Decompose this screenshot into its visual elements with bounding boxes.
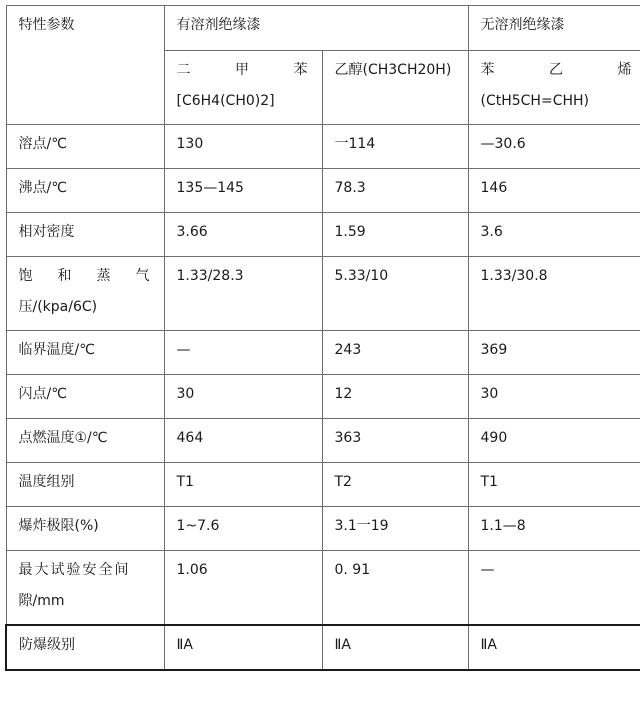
value-cell: 464 xyxy=(164,419,322,463)
header-xylene-char: 二 xyxy=(176,62,191,78)
value-cell: 3.66 xyxy=(164,213,322,257)
value-cell: ⅡA xyxy=(164,625,322,670)
param-cell: 防爆级别 xyxy=(6,625,164,670)
param-cell: 点燃温度①/℃ xyxy=(6,419,164,463)
value-cell: ⅡA xyxy=(322,625,468,670)
param-mesg-line2: 隙/mm xyxy=(18,593,65,609)
param-mesg-line1: 最大试验安全间 xyxy=(18,562,131,578)
param-char: 蒸 xyxy=(96,268,111,284)
value-cell: 30 xyxy=(164,375,322,419)
value-cell: T1 xyxy=(468,463,640,507)
header-xylene-name xyxy=(177,55,318,86)
value-cell: 243 xyxy=(322,331,468,375)
value-cell: 135—145 xyxy=(164,169,322,213)
value-cell: 1.1—8 xyxy=(468,507,640,551)
header-group-solventless-label: 无溶剂绝缘漆 xyxy=(480,17,565,33)
value-cell: — xyxy=(164,331,322,375)
header-xylene-char: 苯 xyxy=(293,62,308,78)
table-row xyxy=(6,507,640,551)
header-styrene-cell xyxy=(468,51,640,125)
table-row xyxy=(6,257,640,331)
header-xylene-formula: [C6H4(CH0)2] xyxy=(176,93,275,109)
value-cell: 30 xyxy=(468,375,640,419)
table-row xyxy=(6,213,640,257)
value-cell: 1.06 xyxy=(164,551,322,625)
header-group-solvent-label: 有溶剂绝缘漆 xyxy=(176,17,261,33)
value-cell: 1~7.6 xyxy=(164,507,322,551)
header-styrene-char: 乙 xyxy=(549,62,563,78)
table-row xyxy=(6,125,640,169)
param-cell: 相对密度 xyxy=(6,213,164,257)
value-cell: 一114 xyxy=(322,125,468,169)
header-group-solvent xyxy=(164,6,468,51)
value-cell: 78.3 xyxy=(322,169,468,213)
header-param-label: 特性参数 xyxy=(18,17,75,33)
table-row xyxy=(6,169,640,213)
header-ethanol-cell xyxy=(322,51,468,125)
table-row xyxy=(6,375,640,419)
header-styrene-formula: (CtH5CH=CHH) xyxy=(480,93,589,109)
value-cell: ⅡA xyxy=(468,625,640,670)
value-cell: 3.6 xyxy=(468,213,640,257)
table-row xyxy=(6,463,640,507)
param-vapor-pressure-line2: 压/(kpa/6C) xyxy=(18,299,98,315)
value-cell: 490 xyxy=(468,419,640,463)
value-cell: 130 xyxy=(164,125,322,169)
value-cell: 5.33/10 xyxy=(322,257,468,331)
param-cell: 沸点/℃ xyxy=(6,169,164,213)
value-cell: 1.33/28.3 xyxy=(164,257,322,331)
header-group-solventless xyxy=(468,6,640,51)
param-cell: 溶点/℃ xyxy=(6,125,164,169)
param-cell: 爆炸极限(%) xyxy=(6,507,164,551)
properties-table xyxy=(5,5,640,671)
value-cell: 369 xyxy=(468,331,640,375)
table-row xyxy=(6,419,640,463)
header-ethanol-label: 乙醇(CH3CH20H) xyxy=(334,62,452,78)
param-cell xyxy=(6,551,164,625)
param-char: 和 xyxy=(57,268,72,284)
value-cell: 12 xyxy=(322,375,468,419)
value-cell: — xyxy=(468,551,640,625)
header-xylene-cell xyxy=(164,51,322,125)
value-cell: 363 xyxy=(322,419,468,463)
value-cell: —30.6 xyxy=(468,125,640,169)
param-cell: 临界温度/℃ xyxy=(6,331,164,375)
header-xylene-char: 甲 xyxy=(235,62,249,78)
header-param-cell xyxy=(6,6,164,125)
param-cell xyxy=(6,257,164,331)
value-cell: 1.59 xyxy=(322,213,468,257)
param-cell: 温度组别 xyxy=(6,463,164,507)
param-char: 气 xyxy=(135,268,150,284)
value-cell: T1 xyxy=(164,463,322,507)
table-row xyxy=(6,551,640,625)
value-cell: 1.33/30.8 xyxy=(468,257,640,331)
table-row xyxy=(6,625,640,670)
value-cell: 0. 91 xyxy=(322,551,468,625)
table-row xyxy=(6,331,640,375)
param-cell: 闪点/℃ xyxy=(6,375,164,419)
value-cell: 146 xyxy=(468,169,640,213)
param-vapor-pressure-line1 xyxy=(19,261,160,292)
header-styrene-char: 烯 xyxy=(617,62,632,78)
header-styrene-name xyxy=(481,55,640,86)
value-cell: 3.1一19 xyxy=(322,507,468,551)
value-cell: T2 xyxy=(322,463,468,507)
header-styrene-char: 苯 xyxy=(480,62,495,78)
param-char: 饱 xyxy=(18,268,33,284)
